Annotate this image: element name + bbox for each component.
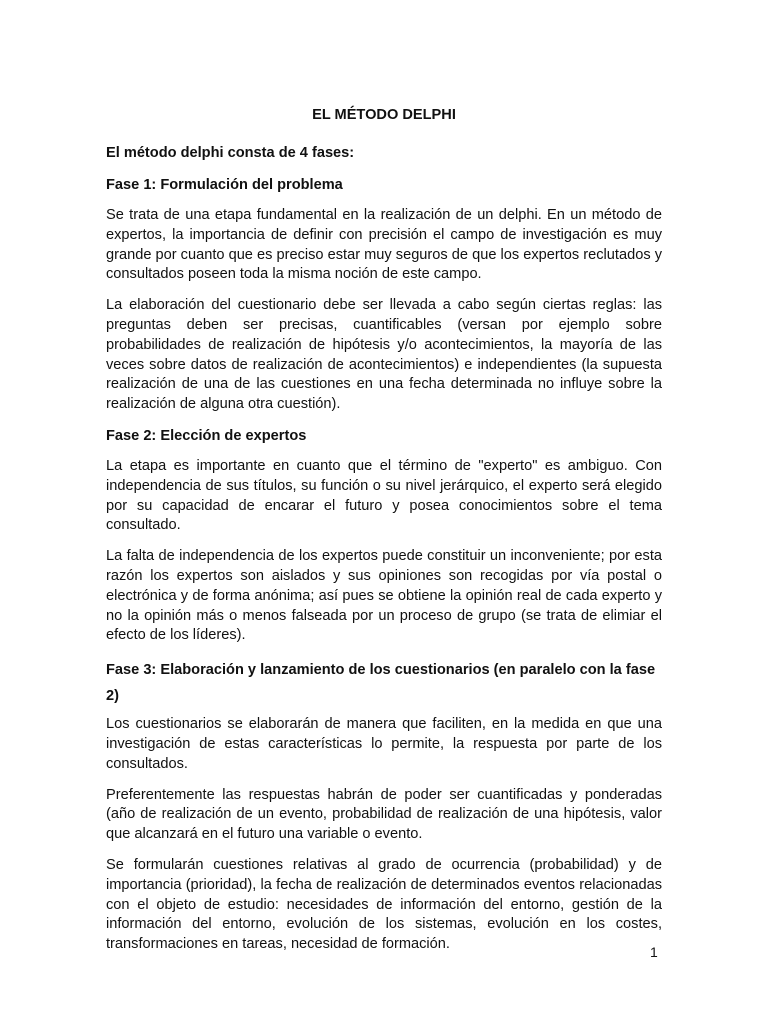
phase-3-heading: Fase 3: Elaboración y lanzamiento de los cuestionarios (en paralelo con la fase 2) [106, 662, 656, 705]
intro-heading: El método delphi consta de 4 fases: [106, 145, 355, 161]
phase-2-heading: Fase 2: Elección de expertos [106, 427, 307, 444]
phase-3-paragraph-1: Los cuestionarios se elaborarán de manera que faciliten, en la medida en que una investigación de estas características lo permite, la respuesta por parte de los consultados. [106, 716, 662, 772]
phase-3-paragraph-3: Se formularán cuestiones relativas al grado de ocurrencia (probabilidad) y de importancia (prioridad), la fecha de realización de determinados eventos relacionadas con el objeto de estudio: necesidades de información del entorno, gestión de la información del entorno, evolución de los sistemas, evolución en los costes, transformaciones en tareas, necesidad de formación. [106, 856, 662, 953]
phase-1-paragraph-2: La elaboración del cuestionario debe ser llevada a cabo según ciertas reglas: las preguntas deben ser precisas, cuantificables (versan por ejemplo sobre probabilidades de realización de hipótesis y/o acontecimientos, la mayoría de las veces sobre datos de realización de acontecimientos) e independientes (la supuesta realización de una de las cuestiones en una fecha determinada no influye sobre la realización de alguna otra cuestión). [106, 297, 662, 413]
document-title: EL MÉTODO DELPHI [312, 107, 456, 123]
phase-2-paragraph-1: La etapa es importante en cuanto que el término de "experto" es ambiguo. Con independencia de sus títulos, su función o su nivel jerárquico, el experto será elegido por su capacidad de encarar el futuro y posea conocimientos sobre el tema consultado. [106, 457, 662, 534]
page-number: 1 [650, 944, 658, 960]
document-body [106, 105, 662, 966]
phase-2-paragraph-2: La falta de independencia de los expertos puede constituir un inconveniente; por esta razón los expertos son aislados y sus opiniones son recogidas por vía postal o electrónica y de forma anónima; así pues se obtiene la opinión real de cada experto y no la opinión más o menos falseada por un proceso de grupo (se trata de elimiar el efecto de los líderes). [106, 548, 662, 644]
phase-3-paragraph-2: Preferentemente las respuestas habrán de poder ser cuantificadas y ponderadas (año de realización de un evento, probabilidad de realización de una hipótesis, valor que alcanzará en el futuro una variable o evento. [106, 786, 662, 843]
phase-1-heading: Fase 1: Formulación del problema [106, 177, 343, 193]
phase-1-paragraph-1: Se trata de una etapa fundamental en la realización de un delphi. En un método de expertos, la importancia de definir con precisión el campo de investigación es muy grande por cuanto que es preciso estar muy seguros de que los expertos reclutados y consultados poseen toda la misma noción de este campo. [106, 207, 662, 283]
